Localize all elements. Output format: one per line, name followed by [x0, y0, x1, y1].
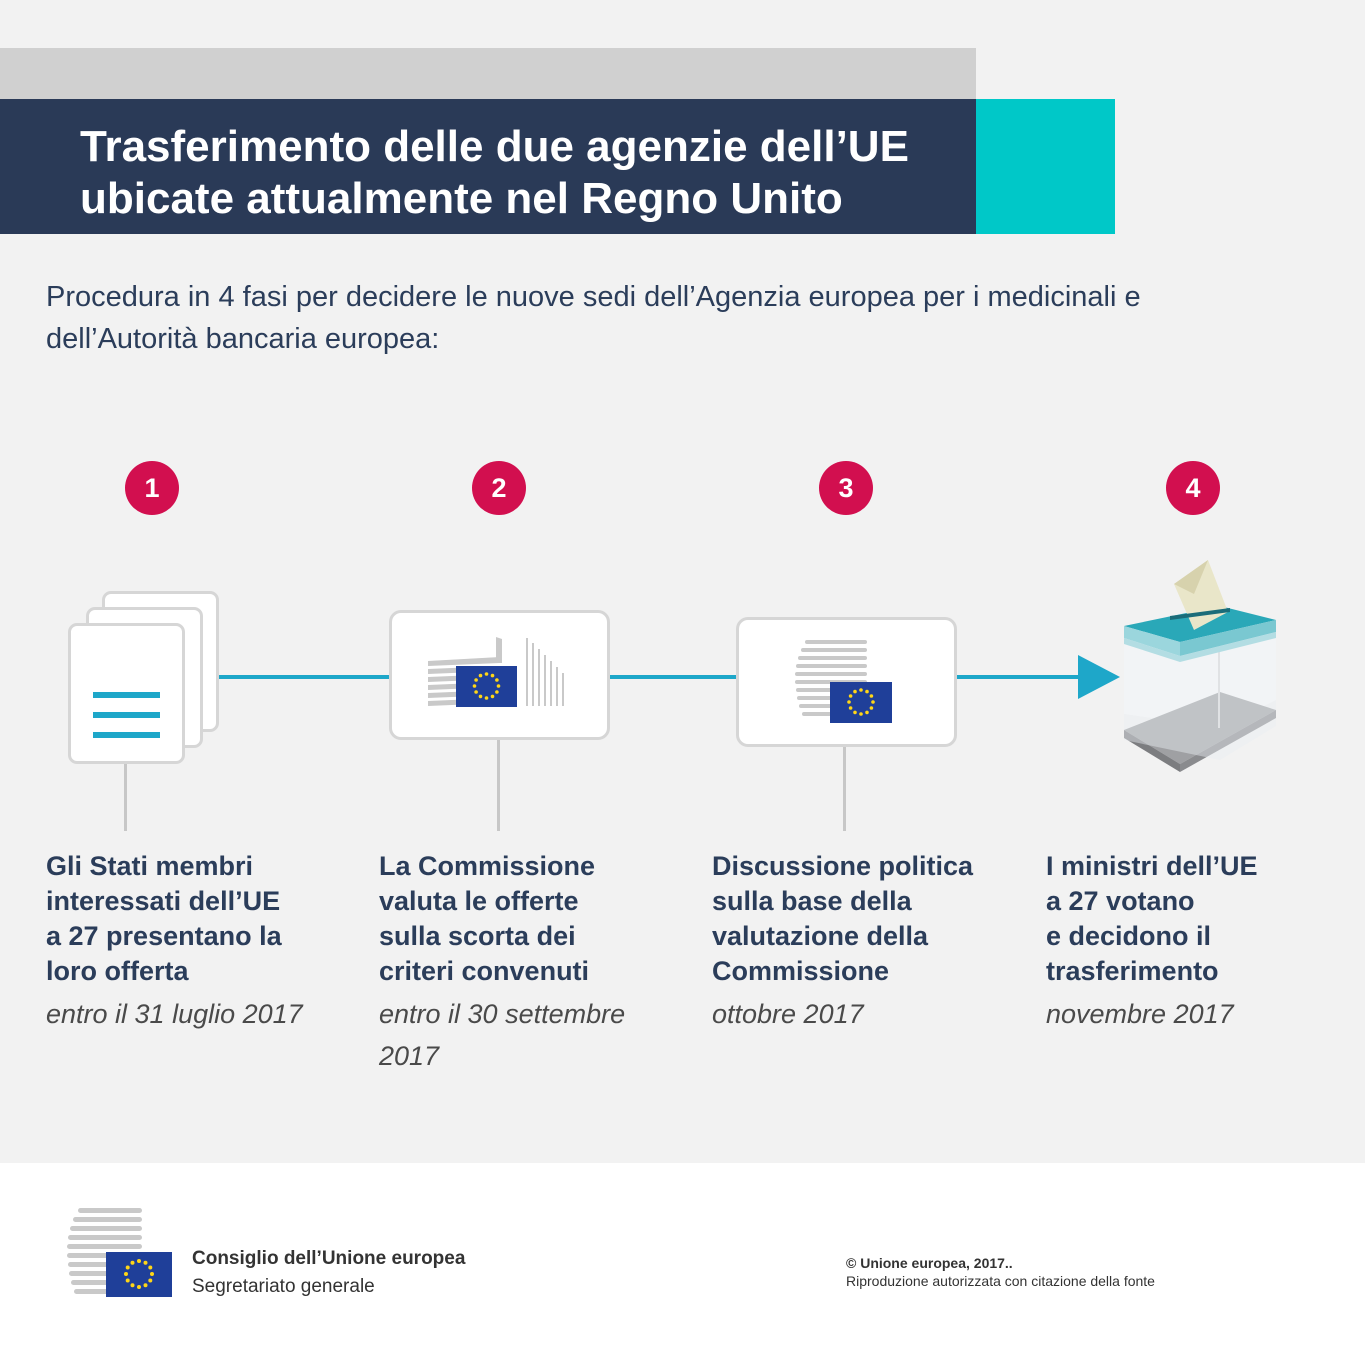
eu-flag	[106, 1252, 172, 1297]
step-1-description	[46, 849, 346, 1035]
step-3-date	[712, 993, 1012, 1035]
step-3-text-line: sulla base della	[712, 886, 912, 916]
step-2-date-line: entro il 30 settembre	[379, 999, 626, 1029]
step-1-date	[46, 993, 346, 1035]
step-3-text-line: valutazione della	[712, 921, 929, 951]
step-2-date-line: 2017	[379, 1041, 440, 1071]
step-4-text-line: a 27 votano	[1046, 886, 1195, 916]
council-logo-icon	[66, 1206, 176, 1302]
step-3-text	[712, 849, 1012, 989]
connector-2-3	[607, 675, 739, 679]
document-text-line	[93, 732, 160, 738]
step-3-description	[712, 849, 1012, 1035]
page-title-line-2: ubicate attualmente nel Regno Unito	[80, 174, 843, 223]
commission-card	[389, 610, 610, 740]
copyright-text: © Unione europea, 2017..	[846, 1255, 1013, 1271]
step-4-text-line: trasferimento	[1046, 956, 1219, 986]
council-card	[736, 617, 957, 747]
step-2-text-line: valuta le offerte	[379, 886, 579, 916]
european-commission-building-icon	[392, 613, 607, 737]
step-2-text-line: criteri convenuti	[379, 956, 590, 986]
step-1-text-line: a 27 presentano la	[46, 921, 282, 951]
teal-accent-block	[976, 99, 1115, 234]
step-4-text-line: e decidono il	[1046, 921, 1212, 951]
step-2-text	[379, 849, 679, 989]
eu-flag	[456, 666, 517, 707]
step-4-text-line: I ministri dell’UE	[1046, 851, 1258, 881]
step-3-text-line: Commissione	[712, 956, 890, 986]
step-1-leader-line	[124, 763, 127, 831]
step-4-badge: 4	[1166, 461, 1220, 515]
document-text-line	[93, 712, 160, 718]
intro-line-2: dell’Autorità bancaria europea:	[46, 323, 440, 355]
intro-line-1: Procedura in 4 fasi per decidere le nuove sedi dell’Agenzia europea per i medicinali e	[46, 281, 1141, 313]
step-1-text-line: interessati dell’UE	[46, 886, 281, 916]
step-2-badge: 2	[472, 461, 526, 515]
step-4-description	[1046, 849, 1346, 1035]
step-4-text	[1046, 849, 1346, 989]
header-gray-bar	[0, 48, 976, 100]
step-1-badge: 1	[125, 461, 179, 515]
step-2-description	[379, 849, 679, 1077]
reproduction-note: Riproduzione autorizzata con citazione della fonte	[846, 1273, 1155, 1289]
eu-flag	[830, 682, 892, 723]
step-3-text-line: Discussione politica	[712, 851, 974, 881]
step-1-date-line: entro il 31 luglio 2017	[46, 999, 303, 1029]
connector-3-4	[954, 675, 1082, 679]
page-title	[80, 121, 970, 225]
page-title-line-1: Trasferimento delle due agenzie dell’UE	[80, 122, 909, 171]
step-2-text-line: La Commissione	[379, 851, 596, 881]
footer-org-subtitle: Segretariato generale	[192, 1276, 375, 1297]
step-3-badge: 3	[819, 461, 873, 515]
intro-text	[46, 276, 1316, 360]
step-4-date	[1046, 993, 1346, 1035]
footer-org-name: Consiglio dell’Unione europea	[192, 1248, 466, 1269]
step-4-date-line: novembre 2017	[1046, 999, 1234, 1029]
ballot-box-icon	[1110, 550, 1290, 780]
step-2-text-line: sulla scorta dei	[379, 921, 576, 951]
step-3-date-line: ottobre 2017	[712, 999, 864, 1029]
step-3-leader-line	[843, 745, 846, 831]
council-building-icon	[739, 620, 954, 744]
step-1-text	[46, 849, 346, 989]
step-2-date	[379, 993, 679, 1077]
connector-1-2	[218, 675, 392, 679]
document-text-line	[93, 692, 160, 698]
step-1-text-line: Gli Stati membri	[46, 851, 254, 881]
step-1-text-line: loro offerta	[46, 956, 189, 986]
document-sheet-front	[68, 623, 185, 764]
step-2-leader-line	[497, 739, 500, 831]
